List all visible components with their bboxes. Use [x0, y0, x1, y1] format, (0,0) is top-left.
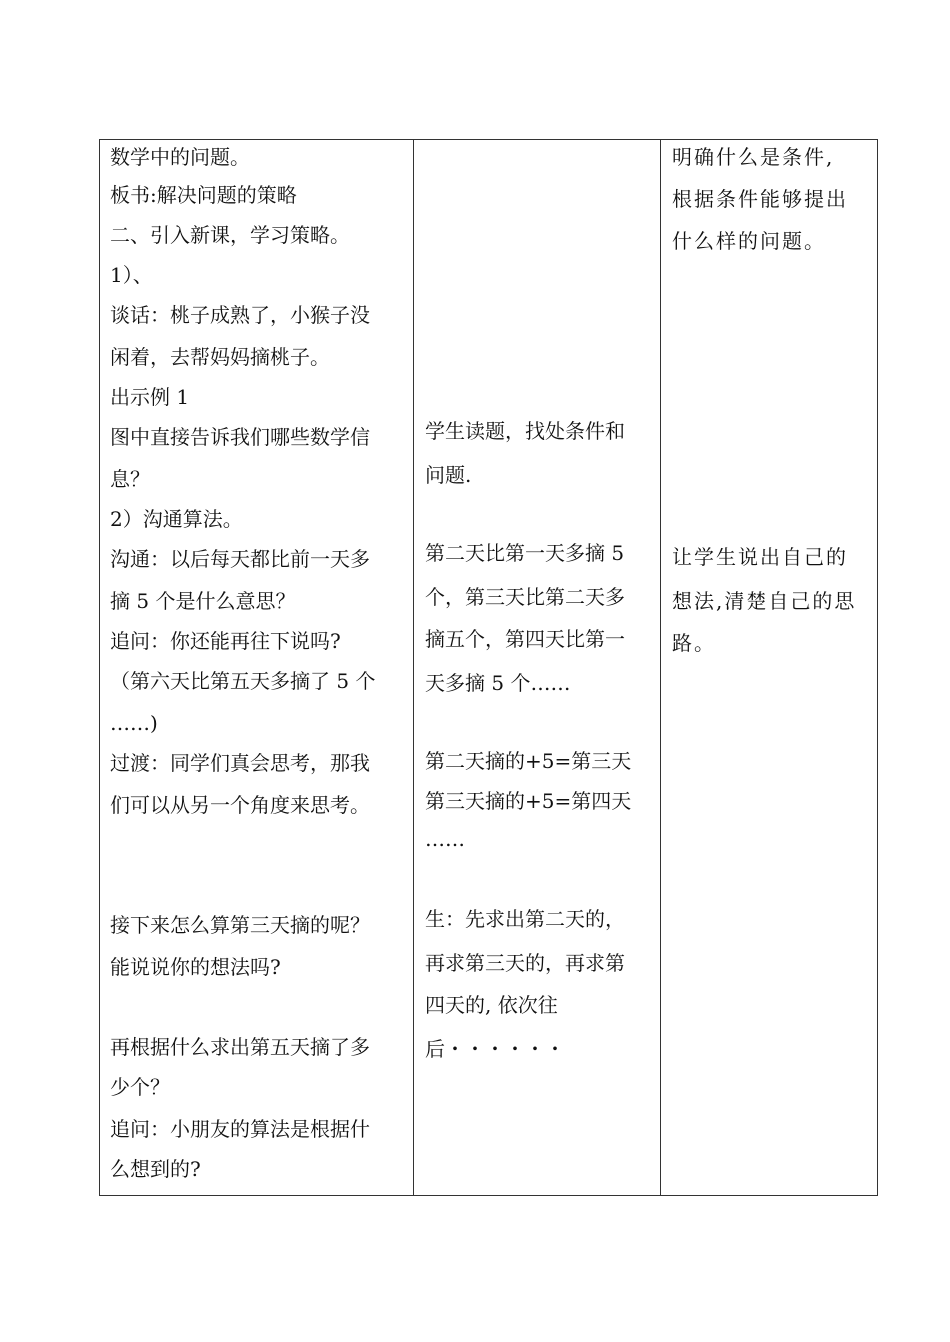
text-line: 追问：你还能再往下说吗?	[110, 629, 341, 653]
text-line: 少个？	[110, 1075, 170, 1099]
text-line: 二、引入新课，学习策略。	[110, 223, 350, 247]
text-line: 第二天摘的+5=第三天	[425, 749, 632, 773]
text-line: 么想到的?	[110, 1157, 201, 1181]
text-line: ……	[425, 827, 465, 851]
text-line: 四天的, 依次往	[425, 993, 558, 1017]
text-line: 什么样的问题。	[672, 229, 826, 253]
text-line: 再根据什么求出第五天摘了多	[110, 1035, 370, 1059]
text-line: 能说说你的想法吗?	[110, 955, 281, 979]
text-line: 闲着，去帮妈妈摘桃子。	[110, 345, 330, 369]
text-line: 第二天比第一天多摘 5	[425, 541, 625, 565]
text-line: 数学中的问题。	[110, 145, 250, 169]
text-line: 个，第三天比第二天多	[425, 585, 625, 609]
text-line: 路。	[672, 631, 716, 655]
text-line: 出示例 1	[110, 385, 190, 409]
text-line: 生：先求出第二天的，	[425, 907, 625, 931]
column-divider	[660, 140, 661, 1195]
text-line: 板书:解决问题的策略	[110, 183, 297, 207]
text-line: 第三天摘的+5=第四天	[425, 789, 632, 813]
text-line: 明确什么是条件,	[672, 145, 835, 169]
column-divider	[413, 140, 414, 1195]
text-line: 摘五个，第四天比第一	[425, 627, 625, 651]
text-line: 谈话：桃子成熟了，小猴子没	[110, 303, 370, 327]
text-line: 图中直接告诉我们哪些数学信	[110, 425, 370, 449]
text-line: 天多摘 5 个……	[425, 671, 571, 695]
text-line: （第六天比第五天多摘了 5 个	[110, 669, 376, 693]
text-line: 息？	[110, 467, 150, 491]
text-line: 追问：小朋友的算法是根据什	[110, 1117, 370, 1141]
text-line: 沟通：以后每天都比前一天多	[110, 547, 370, 571]
text-line: 根据条件能够提出	[672, 187, 848, 211]
text-line: ……)	[110, 711, 158, 735]
text-line: 们可以从另一个角度来思考。	[110, 793, 370, 817]
text-line: 后・・・・・・	[425, 1037, 565, 1061]
text-line: 接下来怎么算第三天摘的呢？	[110, 913, 370, 937]
text-line: 2）沟通算法。	[110, 507, 243, 531]
text-line: 学生读题，找处条件和	[425, 419, 625, 443]
text-line: 1）、	[110, 263, 153, 287]
text-line: 让学生说出自己的	[672, 545, 848, 569]
text-line: 过渡：同学们真会思考，那我	[110, 751, 370, 775]
text-line: 问题.	[425, 463, 472, 487]
text-line: 摘 5 个是什么意思？	[110, 589, 296, 613]
text-line: 想法,清楚自己的思	[672, 589, 857, 613]
text-line: 再求第三天的，再求第	[425, 951, 625, 975]
